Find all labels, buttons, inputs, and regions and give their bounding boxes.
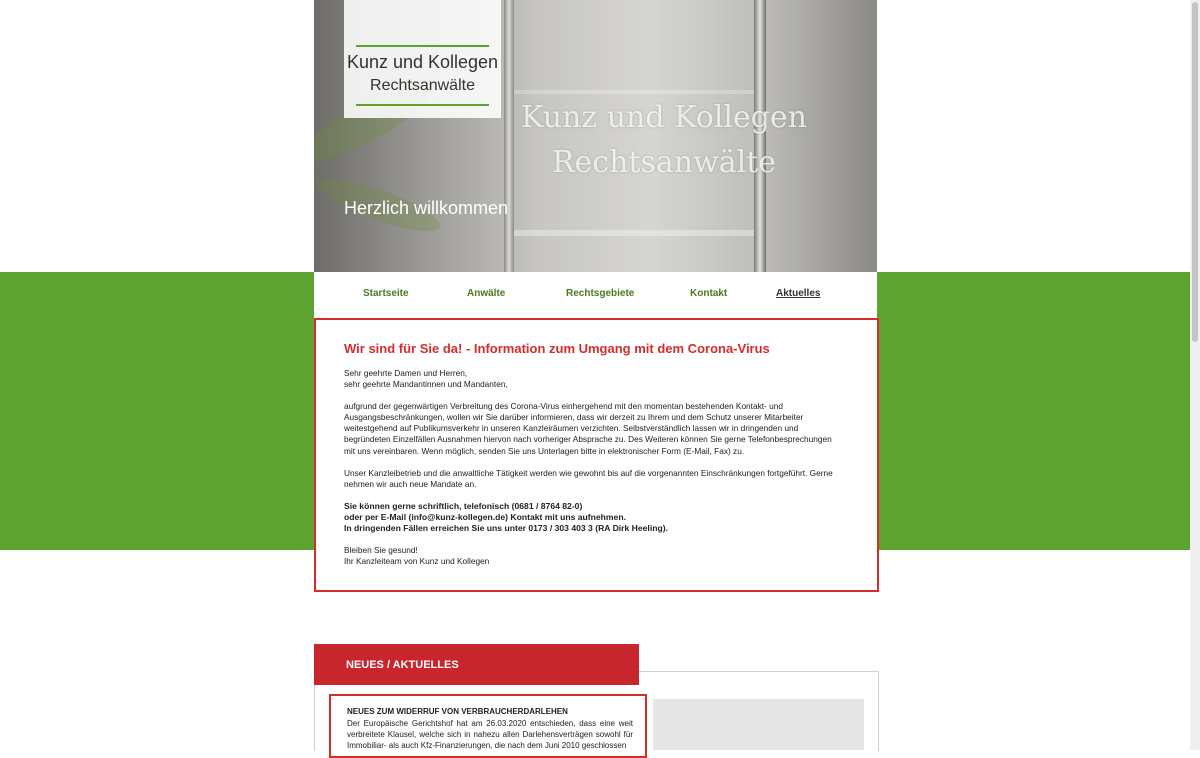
glass-lettering-line2: Rechtsanwälte <box>551 145 777 180</box>
page-scrollbar[interactable] <box>1190 0 1200 750</box>
logo[interactable] <box>344 0 501 118</box>
nav-item-rechtsgebiete[interactable]: Rechtsgebiete <box>566 288 635 299</box>
nav-item-aktuelles[interactable]: Aktuelles <box>776 288 821 299</box>
notice-salutation-2: sehr geehrte Mandantinnen und Mandanten, <box>344 379 508 390</box>
nav-item-anwaelte[interactable]: Anwälte <box>467 288 506 299</box>
logo-subtitle: Rechtsanwälte <box>370 77 475 94</box>
logo-bottom-bar <box>356 104 489 106</box>
nav-item-kontakt[interactable]: Kontakt <box>690 288 728 299</box>
notice-paragraph-1: aufgrund der gegenwärtigen Verbreitung des Corona-Virus einhergehend mit den momentan bestehenden Kontakt- und Ausgangsbeschränkungen, wollen wir Sie darüber informieren, dass wir derzeit zu Ihrem und dem Schutz unserer Mitarbeiter weitestgehend auf Publikumsverkehr in unseren Kanzleiräumen verzichten. Selbstverständlich lassen wir in dringenden und begründeten Einzelfällen Ausnahmen hiervon nach vorheriger Absprache zu. Des Weiteren können Sie gerne Telefonbesprechungen mit uns vereinbaren. Wenn möglich, senden Sie uns Unterlagen bitte in elektronischer Form (E-Mail, Fax) zu. <box>344 401 832 456</box>
news-sidebar-placeholder <box>653 699 864 750</box>
nav-item-startseite[interactable]: Startseite <box>363 288 409 299</box>
news-section-header <box>314 644 639 685</box>
glass-door-lettering <box>504 100 824 180</box>
main-navigation <box>314 272 877 318</box>
glass-stripe <box>514 230 754 236</box>
news-card[interactable] <box>329 694 647 758</box>
notice-contact-line-2: oder per E-Mail (info@kunz-kollegen.de) Kontakt mit uns aufnehmen. <box>344 511 626 522</box>
welcome-heading: Herzlich willkommen <box>344 198 509 218</box>
logo-top-bar <box>356 45 489 47</box>
news-card-title[interactable]: NEUES ZUM WIDERRUF VON VERBRAUCHERDARLEHEN <box>347 707 568 716</box>
news-section-title: NEUES / AKTUELLES <box>346 659 459 671</box>
notice-closing-1: Bleiben Sie gesund! <box>344 545 418 556</box>
header-banner <box>314 0 877 272</box>
notice-contact-line-1: Sie können gerne schriftlich, telefonisch (0681 / 8764 82-0) <box>344 500 583 511</box>
scrollbar-thumb[interactable] <box>1192 2 1198 342</box>
notice-contact-line-3: In dringenden Fällen erreichen Sie uns unter 0173 / 303 403 3 (RA Dirk Heeling). <box>344 523 668 534</box>
notice-closing-2: Ihr Kanzleiteam von Kunz und Kollegen <box>344 556 490 567</box>
news-card-body: Der Europäische Gerichtshof hat am 26.03.2020 entschieden, dass eine weit verbreitete Klausel, welche sich in nahezu allen Darlehensverträgen sowohl für Immobiliar- als auch Kfz-Finanzierungen, die nach dem Juni 2010 geschlossen <box>347 719 633 750</box>
notice-body <box>344 368 844 567</box>
notice-title: Wir sind für Sie da! - Information zum Umgang mit dem Corona-Virus <box>344 341 770 356</box>
notice-salutation-1: Sehr geehrte Damen und Herren, <box>344 368 468 378</box>
corona-notice-box <box>314 318 879 592</box>
logo-firm-name: Kunz und Kollegen <box>346 52 499 72</box>
notice-paragraph-2: Unser Kanzleibetrieb und die anwaltliche Tätigkeit werden wie gewohnt bis auf die vorgenannten Einschränkungen fortgeführt. Gerne nehmen wir auch neue Mandate an. <box>344 467 833 489</box>
glass-stripe <box>514 90 754 94</box>
glass-lettering-line1: Kunz und Kollegen <box>520 100 807 135</box>
